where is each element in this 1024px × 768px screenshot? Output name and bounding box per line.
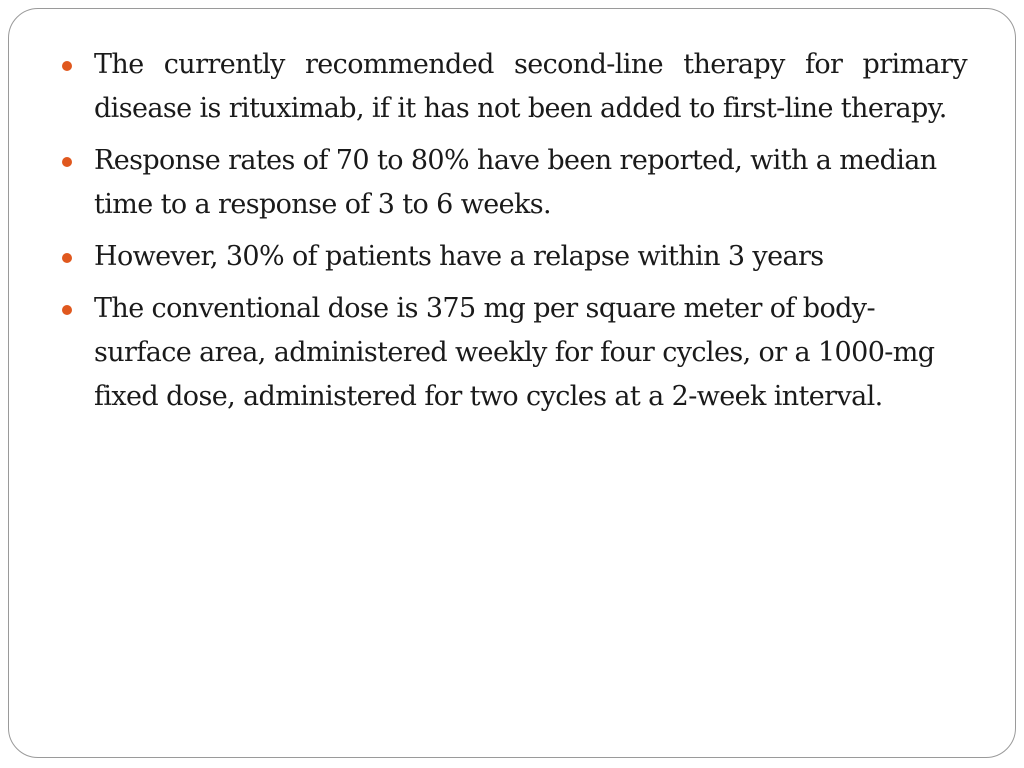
- bullet-text: The conventional dose is 375 mg per square meter of body-surface area, administered weekly for four cycles, or a 1000-mg fixed dose, administered for two cycles at a 2-week interval.: [94, 293, 935, 412]
- slide-frame: [8, 8, 1016, 758]
- bullet-dot-icon: [62, 61, 72, 71]
- bullet-item: [59, 287, 967, 419]
- bullet-text: However, 30% of patients have a relapse within 3 years: [94, 241, 824, 272]
- bullet-list: [59, 43, 967, 427]
- bullet-item: [59, 139, 967, 227]
- bullet-text: Response rates of 70 to 80% have been reported, with a median time to a response of 3 to 6 weeks.: [94, 145, 937, 220]
- bullet-dot-icon: [62, 157, 72, 167]
- bullet-dot-icon: [62, 253, 72, 263]
- bullet-item: [59, 235, 967, 279]
- bullet-text: The currently recommended second-line therapy for primary disease is rituximab, if it has not been added to first-line therapy.: [94, 49, 967, 124]
- bullet-dot-icon: [62, 305, 72, 315]
- bullet-item: [59, 43, 967, 131]
